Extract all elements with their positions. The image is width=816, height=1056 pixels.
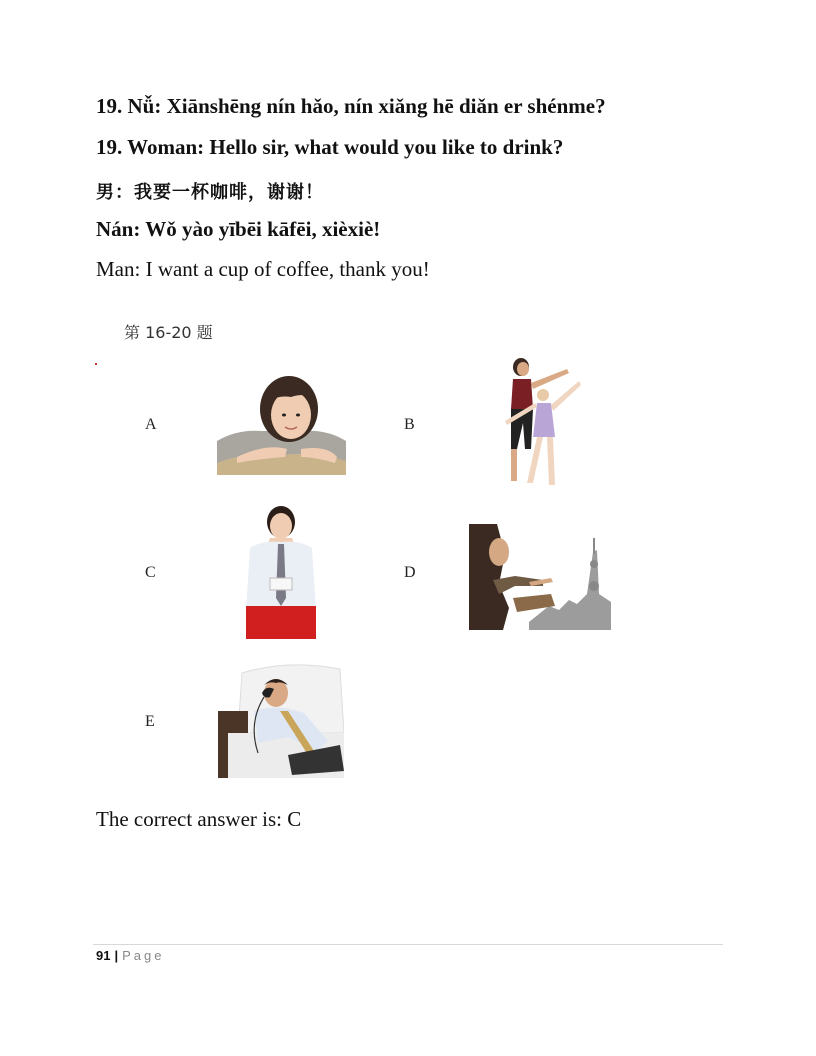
option-letter-e: E: [145, 713, 155, 730]
dialogue-line-man-pinyin: Nán: Wǒ yào yībēi kāfēi, xièxiè!: [96, 217, 381, 241]
stray-mark: [95, 363, 97, 365]
man-on-phone-in-bed-photo: [218, 663, 344, 778]
page-number: 91: [96, 948, 111, 963]
option-letter-b: B: [404, 416, 415, 433]
dialogue-line-woman-pinyin: 19. Nǚ: Xiānshēng nín hǎo, nín xiǎng hē diǎn er shénme?: [96, 94, 606, 118]
page-word: Page: [122, 948, 165, 963]
option-letter-c: C: [145, 564, 156, 581]
footer-separator: |: [114, 948, 119, 963]
ballet-lesson-photo: [497, 353, 581, 491]
page-footer: [96, 948, 164, 963]
exercise-section-label: 第 16-20 题: [124, 323, 213, 342]
correct-answer-text: The correct answer is: C: [96, 807, 302, 831]
waitress-with-notepad-photo: [242, 502, 320, 639]
dialogue-line-man-chinese: 男：我要一杯咖啡，谢谢！: [96, 182, 324, 203]
dialogue-line-man-english: Man: I want a cup of coffee, thank you!: [96, 257, 430, 281]
dialogue-line-woman-english: 19. Woman: Hello sir, what would you like to drink?: [96, 135, 564, 159]
student-reading-photo: [217, 371, 346, 475]
option-letter-a: A: [145, 416, 157, 433]
footer-divider: [93, 944, 723, 945]
skyline-sightseeing-photo: [469, 524, 611, 630]
option-letter-d: D: [404, 564, 416, 581]
